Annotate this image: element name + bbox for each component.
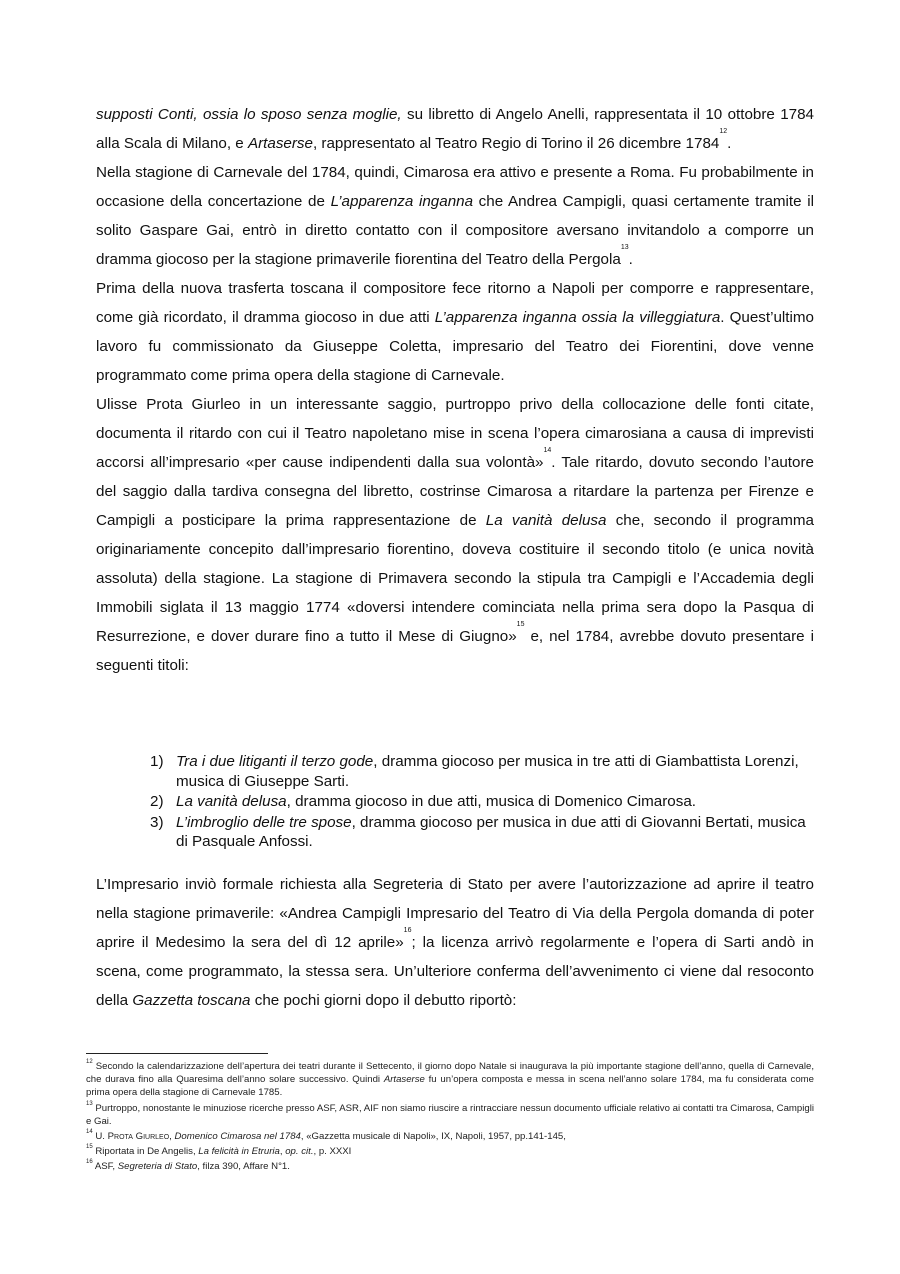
footnotes [86,1060,814,1176]
footnote-ref-14[interactable]: 14 [543,447,552,454]
paragraph-3: Prima della nuova trasferta toscana il compositore fece ritorno a Napoli per comporre e rappresentare, come già ricordato, il dramma giocoso in due atti L’apparenza inganna ossia la villeggiatura. Quest’ultimo lavoro fu commissionato da Giuseppe Coletta, impresario del Teatro dei Fiorentini, dove venne programmato come prima opera della stagione di Carnevale. [96,280,814,384]
list-number: 1) [150,753,164,770]
list-item: 3) L’imbroglio delle tre spose, dramma giocoso per musica in due atti di Giovanni Bertati, musica di Pasquale Anfossi. [150,813,806,850]
footnote-12: $^{12}$ Secondo la calendarizzazione dell’apertura dei teatri durante il Settecento, il giorno dopo Natale si inaugurava la più importante stagione dell’anno, quella di Carnevale, che durava fino alla Quaresima dell’anno solare successivo. Quindi Artaserse fu un’opera composta e messa in scena nell’anno solare 1784, ma fu considerata come prima opera della stagione di Carnevale 1785. [86,1059,815,1099]
list-number: 3) [150,813,164,831]
list-item: 1) Tra i due litiganti il terzo gode, dramma giocoso per musica in tre atti di Giambattista Lorenzi, musica di Giuseppe Sarti. [150,753,799,790]
paragraph-2: Nella stagione di Carnevale del 1784, quindi, Cimarosa era attivo e presente a Roma. Fu probabilmente in occasione della concertazione de L’apparenza inganna che Andrea Campigli, quasi certamente tramite il solito Gaspare Gai, entrò in diretto contatto con il compositore aversano invitandolo a comporre un dramma giocoso per la stagione primaverile fiorentina del Teatro della Pergola$^{13}$. [96,164,814,268]
footnote-ref-13[interactable]: 13 [620,244,629,251]
main-body [96,100,814,680]
list-item: 2) La vanità delusa, dramma giocoso in due atti, musica di Domenico Cimarosa. [150,793,697,810]
opera-titles-list [150,752,814,853]
footnote-ref-12[interactable]: 12 [719,128,728,135]
paragraph-4: Ulisse Prota Giurleo in un interessante saggio, purtroppo privo della collocazione delle fonti citate, documenta il ritardo con cui il Teatro napoletano mise in scena l’opera cimarosiana a causa di imprevisti accorsi all’impresario «per cause indipendenti dalla sua volontà»$^{14}$. Tale ritardo, dovuto secondo l’autore del saggio dalla tardiva consegna del libretto, costrinse Cimarosa a ritardare la partenza per Firenze e Campigli a posticipare la prima rappresentazione de La vanità delusa che, secondo il programma originariamente concepito dall’impresario fiorentino, doveva costituire il secondo titolo (e unica novità assoluta) della stagione. La stagione di Primavera secondo la stipula tra Campigli e l’Accademia degli Immobili siglata il 13 maggio 1774 «doversi intendere cominciata nella prima sera dopo la Pasqua di Resurrezione, e dover durare fino a tutto il Mese di Giugno»$^{15}$ e, nel 1784, avrebbe dovuto presentare i seguenti titoli: [96,396,814,674]
footnote-15: $^{15}$ Riportata in De Angelis, La felicità in Etruria, op. cit., p. XXXI [86,1144,352,1158]
paragraph-5: L’Impresario inviò formale richiesta alla Segreteria di Stato per avere l’autorizzazione ad aprire il teatro nella stagione primaverile: «Andrea Campigli Impresario del Teatro di Via della Pergola domanda di poter aprire il Medesimo la sera del dì 12 aprile»$^{16}$; la licenza arrivò regolarmente e l’opera di Sarti andò in scena, come programmato, la stessa sera. Un’ulteriore conferma dell’avvenimento ci viene dal resoconto della Gazzetta toscana che pochi giorni dopo il debutto riportò: [96,876,814,1009]
footnote-separator [86,1053,268,1054]
footnote-16: $^{16}$ ASF, Segreteria di Stato, filza 390, Affare N°1. [86,1159,290,1173]
list-number: 2) [150,793,164,810]
footnote-ref-15[interactable]: 15 [516,621,525,628]
closing-body [96,870,814,1015]
footnote-ref-16[interactable]: 16 [403,927,412,934]
footnote-13: $^{13}$ Purtroppo, nonostante le minuziose ricerche presso ASF, ASR, AIF non siamo riuscire a rintracciare nessun documento ufficiale relativo ai contatti tra Cimarosa, Campigli e Gai. [86,1100,814,1127]
footnote-14: $^{14}$ U. Prota Giurleo, Domenico Cimarosa nel 1784, «Gazzetta musicale di Napoli», IX, Napoli, 1957, pp.141-145, [86,1129,566,1143]
paragraph-1: supposti Conti, ossia lo sposo senza moglie, su libretto di Angelo Anelli, rappresentata il 10 ottobre 1784 alla Scala di Milano, e Artaserse, rappresentato al Teatro Regio di Torino il 26 dicembre 1784$^{12}$. [96,106,814,152]
